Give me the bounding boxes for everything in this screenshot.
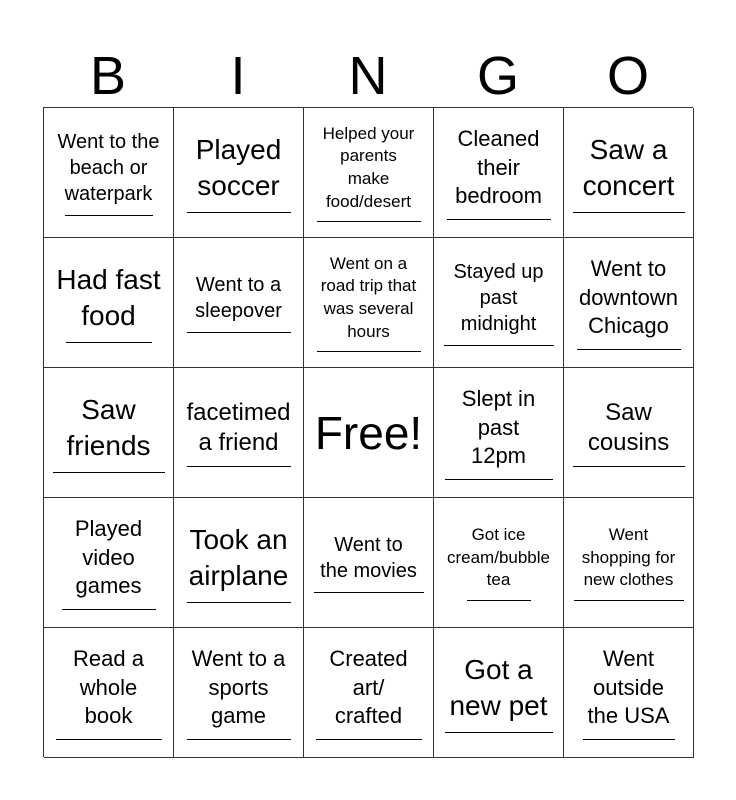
- cell-text: facetimed a friend: [186, 399, 291, 456]
- free-space-text: Free!: [314, 406, 423, 459]
- bingo-cell[interactable]: [174, 108, 304, 238]
- blank-line: [187, 466, 291, 467]
- cell-text: Stayed up past midnight: [453, 261, 544, 335]
- bingo-cell[interactable]: [304, 628, 434, 758]
- bingo-cell[interactable]: [564, 368, 694, 498]
- bingo-cell[interactable]: [564, 628, 694, 758]
- blank-line: [65, 215, 153, 216]
- cell-text: Saw friends: [66, 394, 151, 461]
- header-letter-b: B: [89, 46, 127, 106]
- bingo-cell[interactable]: [304, 498, 434, 628]
- cell-text: Got ice cream/bubble tea: [446, 525, 550, 590]
- cell-text: Went to the movies: [320, 534, 417, 582]
- bingo-cell[interactable]: [434, 108, 564, 238]
- cell-text: Slept in past 12pm: [461, 386, 536, 469]
- bingo-cell[interactable]: [564, 238, 694, 368]
- bingo-cell[interactable]: [44, 368, 174, 498]
- cell-text: Created art/ crafted: [329, 646, 408, 729]
- cell-text: Saw a concert: [582, 134, 675, 201]
- bingo-cell[interactable]: [44, 108, 174, 238]
- bingo-cell[interactable]: [304, 238, 434, 368]
- blank-line: [467, 600, 531, 601]
- bingo-cell[interactable]: [44, 238, 174, 368]
- bingo-cell[interactable]: [434, 238, 564, 368]
- blank-line: [574, 600, 684, 601]
- bingo-cell[interactable]: [174, 368, 304, 498]
- bingo-cell[interactable]: [174, 238, 304, 368]
- cell-text: Went on a road trip that was several hours: [320, 253, 417, 341]
- blank-line: [56, 739, 162, 740]
- blank-line: [187, 739, 291, 740]
- cell-text: Went to a sleepover: [195, 274, 282, 322]
- cell-text: Played soccer: [195, 134, 282, 201]
- header-letter-n: N: [348, 46, 388, 106]
- cell-text: Went shopping for new clothes: [581, 525, 676, 590]
- blank-line: [53, 472, 165, 473]
- bingo-cell[interactable]: [564, 498, 694, 628]
- header-letter-g: G: [476, 46, 519, 106]
- blank-line: [445, 732, 553, 733]
- cell-text: Got a new pet: [449, 654, 548, 721]
- cell-text: Went outside the USA: [587, 646, 670, 729]
- cell-text: Took an airplane: [188, 524, 289, 591]
- bingo-cell[interactable]: [434, 498, 564, 628]
- blank-line: [445, 479, 553, 480]
- bingo-grid: [43, 107, 693, 757]
- blank-line: [316, 739, 422, 740]
- bingo-cell[interactable]: [44, 628, 174, 758]
- blank-line: [66, 342, 152, 343]
- blank-line: [62, 609, 156, 610]
- blank-line: [444, 345, 554, 346]
- bingo-cell[interactable]: [564, 108, 694, 238]
- blank-line: [187, 332, 291, 333]
- bingo-cell[interactable]: [434, 628, 564, 758]
- blank-line: [583, 739, 675, 740]
- blank-line: [187, 212, 291, 213]
- blank-line: [573, 466, 685, 467]
- cell-text: Went to a sports game: [191, 646, 286, 729]
- bingo-cell[interactable]: [434, 368, 564, 498]
- cell-text: Went to downtown Chicago: [578, 256, 679, 339]
- blank-line: [314, 592, 424, 593]
- bingo-cell[interactable]: [174, 498, 304, 628]
- bingo-cell[interactable]: [304, 108, 434, 238]
- header-letter-i: I: [230, 46, 246, 106]
- blank-line: [317, 221, 421, 222]
- blank-line: [577, 349, 681, 350]
- bingo-cell[interactable]: [44, 498, 174, 628]
- blank-line: [317, 351, 421, 352]
- blank-line: [573, 212, 685, 213]
- free-space-cell[interactable]: [304, 368, 434, 498]
- cell-text: Went to the beach or waterpark: [57, 131, 160, 205]
- blank-line: [187, 602, 291, 603]
- cell-text: Played video games: [74, 516, 143, 599]
- blank-line: [447, 219, 551, 220]
- cell-text: Helped your parents make food/desert: [322, 123, 415, 211]
- cell-text: Saw cousins: [587, 399, 670, 456]
- cell-text: Had fast food: [56, 264, 161, 331]
- cell-text: Cleaned their bedroom: [455, 126, 542, 209]
- cell-text: Read a whole book: [73, 646, 144, 729]
- bingo-cell[interactable]: [174, 628, 304, 758]
- bingo-header: [43, 44, 693, 108]
- header-letter-o: O: [606, 46, 649, 106]
